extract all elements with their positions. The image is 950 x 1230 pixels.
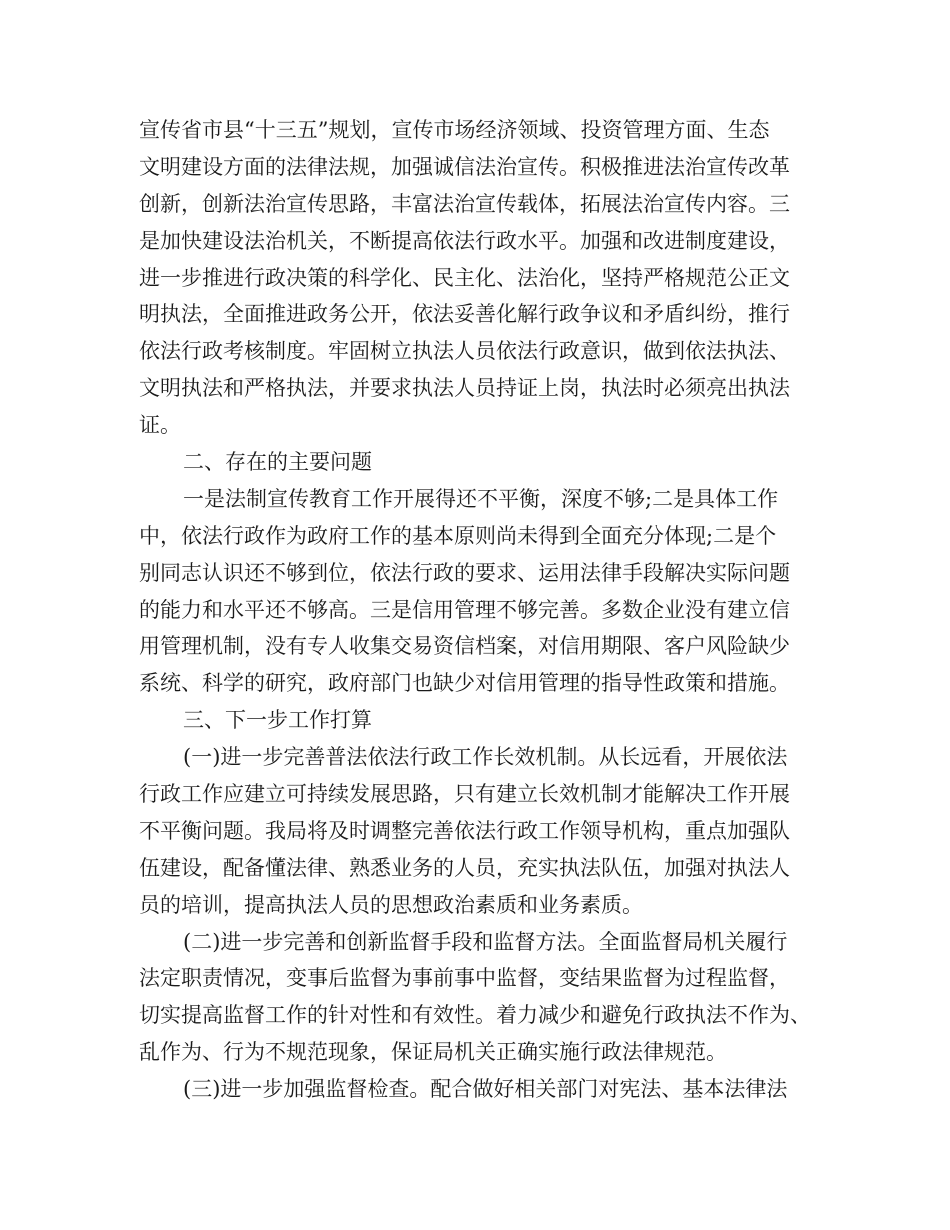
text-line: (一)进一步完善普法依法行政工作长效机制。从长远看，开展依法	[183, 745, 788, 770]
text-line: 证。	[139, 413, 181, 438]
text-line: 中，依法行政作为政府工作的基本原则尚未得到全面充分体现;二是个	[139, 523, 777, 548]
text-line: 的能力和水平还不够高。三是信用管理不够完善。多数企业没有建立信	[139, 597, 790, 622]
text-line: 切实提高监督工作的针对性和有效性。着力减少和避免行政执法不作为、	[139, 1003, 811, 1028]
text-line: 是加快建设法治机关，不断提高依法行政水平。加强和改进制度建设，	[139, 228, 790, 253]
text-line: 进一步推进行政决策的科学化、民主化、法治化，坚持严格规范公正文	[139, 265, 790, 290]
text-line: (三)进一步加强监督检查。配合做好相关部门对宪法、基本法律法	[183, 1077, 788, 1102]
text-line: 用管理机制，没有专人收集交易资信档案，对信用期限、客户风险缺少	[139, 634, 790, 659]
text-line: 文明建设方面的法律法规，加强诚信法治宣传。积极推进法治宣传改革	[139, 154, 790, 179]
document-body	[139, 112, 829, 1108]
text-line: 员的培训，提高执法人员的思想政治素质和业务素质。	[139, 892, 643, 917]
text-line: 明执法，全面推进政务公开，依法妥善化解行政争议和矛盾纠纷，推行	[139, 302, 790, 327]
text-line: 行政工作应建立可持续发展思路，只有建立长效机制才能解决工作开展	[139, 782, 790, 807]
text-line: 依法行政考核制度。牢固树立执法人员依法行政意识，做到依法执法、	[139, 339, 790, 364]
text-line: 别同志认识还不够到位，依法行政的要求、运用法律手段解决实际问题	[139, 560, 790, 585]
text-line: 系统、科学的研究，政府部门也缺少对信用管理的指导性政策和措施。	[139, 671, 790, 696]
text-line: 乱作为、行为不规范现象，保证局机关正确实施行政法律规范。	[139, 1040, 727, 1065]
text-line: (二)进一步完善和创新监督手段和监督方法。全面监督局机关履行	[183, 929, 788, 954]
text-line: 宣传省市县“十三五”规划，宣传市场经济领域、投资管理方面、生态	[139, 118, 770, 142]
text-line: 三、下一步工作打算	[183, 708, 372, 733]
text-line: 法定职责情况，变事后监督为事前事中监督，变结果监督为过程监督，	[139, 966, 790, 991]
text-line: 伍建设，配备懂法律、熟悉业务的人员，充实执法队伍，加强对执法人	[139, 855, 790, 880]
text-line: 文明执法和严格执法，并要求执法人员持证上岗，执法时必须亮出执法	[139, 376, 790, 401]
text-line: 一是法制宣传教育工作开展得还不平衡，深度不够;二是具体工作	[183, 486, 779, 511]
text-line: 不平衡问题。我局将及时调整完善依法行政工作领导机构，重点加强队	[139, 818, 790, 843]
text-line: 创新，创新法治宣传思路，丰富法治宣传载体，拓展法治宣传内容。三	[139, 191, 790, 216]
text-line: 二、存在的主要问题	[183, 450, 372, 475]
